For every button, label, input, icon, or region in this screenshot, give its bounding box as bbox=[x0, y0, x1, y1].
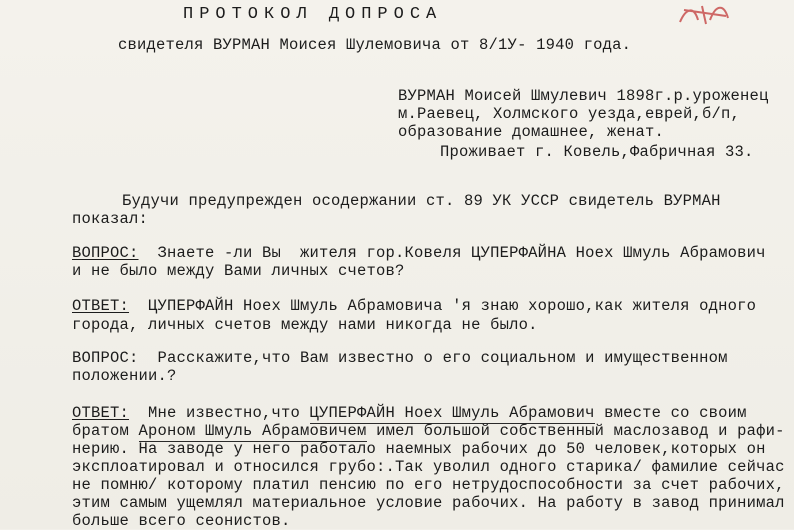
answer-2-line-3: нерию. На заводе у него работало наемных рабочих до 50 человек,которых он bbox=[72, 440, 766, 458]
question-1-text: Знаете -ли Вы жителя гор.Ковеля ЦУПЕРФАЙНА Ноех Шмуль Абрамович bbox=[138, 244, 766, 262]
intro-line-1: Будучи предупрежден осодержании ст. 89 УК УССР свидетель ВУРМАН bbox=[122, 192, 721, 210]
underlined-name-aron: Ароном Шмуль Абрамовичем bbox=[138, 422, 367, 440]
question-2-line-2: положении.? bbox=[72, 367, 177, 385]
answer-1-line-2: города, личных счетов между нами никогда не было. bbox=[72, 316, 538, 334]
answer-1-line-1 bbox=[72, 297, 756, 315]
question-2-label: ВОПРОС: bbox=[72, 349, 139, 367]
question-1-line-2: и не было между Вами личных счетов? bbox=[72, 262, 405, 280]
answer-2-line-2: братом Ароном Шмуль Абрамовичем имел большой собственный маслозавод и рафи- bbox=[72, 422, 785, 440]
witness-info-line-2: м.Раевец, Холмского уезда,еврей,б/п, bbox=[398, 105, 741, 123]
answer-2-line-6: этим самым ущемлял материальное условие рабочих. На работу в завод принимал bbox=[72, 494, 785, 512]
witness-info-line-3: образование домашнее, женат. bbox=[398, 123, 665, 141]
underlined-name-cuperfain: ЦУПЕРФАЙН Ноех Шмуль Абрамович bbox=[309, 404, 595, 422]
question-1-label: ВОПРОС: bbox=[72, 244, 139, 262]
document-title: ПРОТОКОЛ ДОПРОСА bbox=[183, 5, 443, 24]
document-subtitle: свидетеля ВУРМАН Моисея Шулемовича от 8/1У- 1940 года. bbox=[118, 36, 632, 54]
question-2-text: Расскажите,что Вам известно о его социальном и имущественном bbox=[138, 349, 728, 367]
answer-1-label: ОТВЕТ: bbox=[72, 297, 130, 315]
witness-info-line-4: Проживает г. Ковель,Фабричная 33. bbox=[440, 143, 754, 161]
answer-2-line-1: ОТВЕТ: Мне известно,что ЦУПЕРФАЙН Ноех Шмуль Абрамович вместе со своим bbox=[72, 404, 747, 422]
answer-2-line-7: больше всего сеонистов. bbox=[72, 512, 291, 530]
answer-2-line-5: не помню/ которому платил пенсию по его нетрудоспособности за счет рабочих, bbox=[72, 476, 785, 494]
answer-2-line-4: эксплоатировал и относился грубо:.Так уволил одного старика/ фамилие сейчас bbox=[72, 458, 785, 476]
answer-2-label: ОТВЕТ: bbox=[72, 404, 130, 422]
answer-1-text: ЦУПЕРФАЙН Ноех Шмуль Абрамовича 'я знаю хорошо,как жителя одного bbox=[129, 297, 757, 315]
page-number-scribble bbox=[676, 2, 736, 28]
question-1-line-1 bbox=[72, 244, 766, 262]
question-2-line-1 bbox=[72, 349, 728, 367]
witness-info-line-1: ВУРМАН Моисей Шмулевич 1898г.р.уроженец bbox=[398, 87, 769, 105]
intro-line-2: показал: bbox=[72, 210, 149, 228]
